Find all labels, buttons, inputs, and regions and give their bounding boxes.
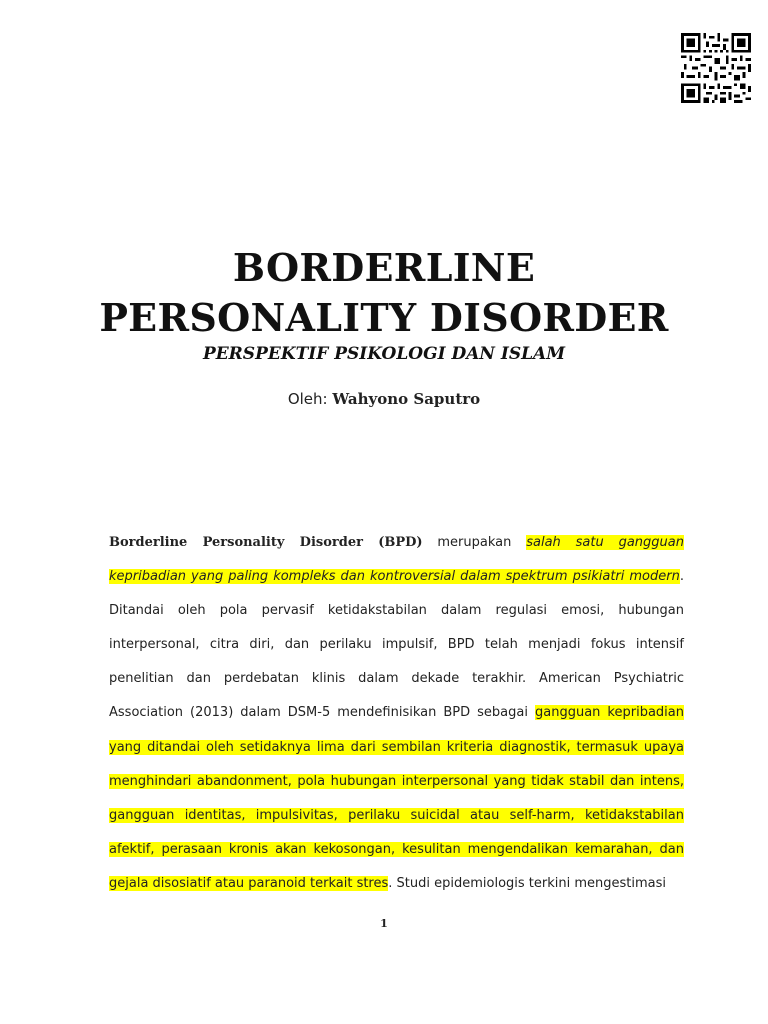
title-line-2: PERSONALITY DISORDER — [99, 295, 669, 340]
highlighted-phrase: salah satu gangguan kepribadian yang paling kompleks dan kontroversial dalam spektrum psikiatri modern — [109, 535, 684, 585]
page-number: 1 — [380, 917, 388, 930]
author-byline — [0, 388, 768, 410]
title-line-1: BORDERLINE — [232, 245, 536, 290]
byline-prefix: Oleh: — [287, 390, 333, 408]
highlighted-definition: gangguan kepribadian yang ditandai oleh setidaknya lima dari sembilan kriteria diagnostik, termasuk upaya menghindari abandonment, pola hubungan interpersonal yang tidak stabil dan intens, gangguan identitas, impulsivitas, perilaku suicidal atau self-harm, ketidakstabilan afektif, perasaan kronis akan kekosongan, kesulitan mengendalikan kemarahan, dan gejala disosiatif atau paranoid terkait stres — [109, 705, 684, 891]
bpd-term: Borderline Personality Disorder (BPD) — [109, 535, 423, 550]
body-text — [109, 526, 684, 901]
qr-code-icon — [681, 33, 751, 103]
paragraph — [109, 526, 684, 901]
sentence-fragment: merupakan — [422, 535, 527, 550]
document-subtitle: PERSPEKTIF PSIKOLOGI DAN ISLAM — [202, 344, 566, 364]
sentence-fragment: Ditandai oleh pola pervasif ketidakstabilan dalam regulasi emosi, hubungan interpersonal, citra diri, dan perilaku impulsif, BPD telah menjadi fokus intensif penelitian dan perdebatan klinis dalam dekade terakhir. American Psychiatric Association (2013) dalam DSM-5 mendefinisikan BPD sebagai — [109, 603, 684, 721]
author-name: Wahyono Saputro — [332, 390, 481, 408]
document-title — [0, 243, 768, 343]
sentence-fragment: . — [679, 569, 684, 585]
sentence-fragment: . Studi epidemiologis terkini mengestimasi — [388, 875, 667, 891]
